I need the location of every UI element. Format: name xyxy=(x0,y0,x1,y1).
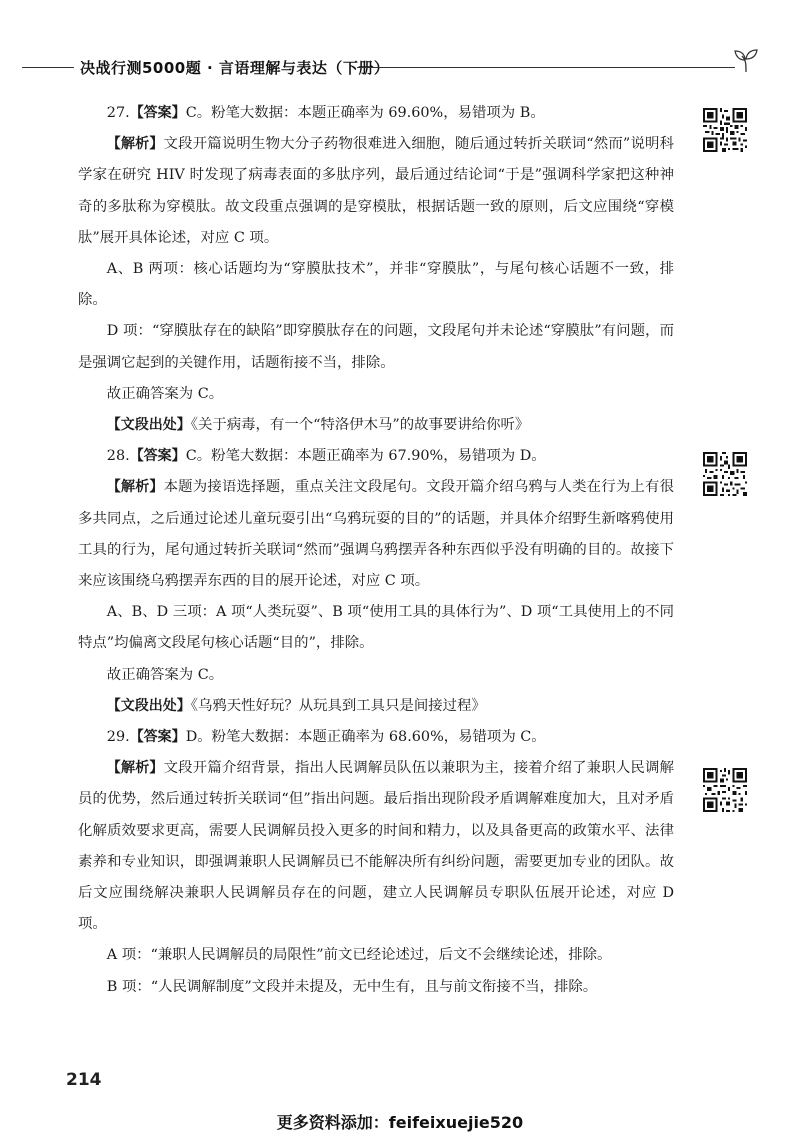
option-note: A、B、D 三项：A 项“人类玩耍”、B 项“使用工具的具体行为”、D 项“工具使用上的不同特点”均偏离文段尾句核心话题“目的”，排除。 xyxy=(78,604,674,652)
analysis-paragraph-27 xyxy=(78,129,674,254)
analysis-paragraph-28 xyxy=(78,472,674,597)
answer-text: D。粉笔大数据：本题正确率为 68.60%，易错项为 C。 xyxy=(185,729,546,746)
sprout-icon xyxy=(732,46,760,74)
page-number: 214 xyxy=(66,1070,102,1090)
source-text: 《关于病毒，有一个“特洛伊木马”的故事要讲给你听》 xyxy=(190,417,530,434)
qr-code-icon xyxy=(703,108,747,152)
header-rule-left xyxy=(22,67,74,68)
analysis-text: 文段开篇说明生物大分子药物很难进入细胞，随后通过转折关联词“然而”说明科学家在研究 HIV 时发现了病毒表面的多肽序列，最后通过结论词“于是”强调科学家把这种神奇的多肽称为穿模肽。故文段重点强调的是穿模肽，根据话题一致的原则，后文应围绕“穿模肽”展开具体论述，对应 C 项。 xyxy=(78,136,675,246)
running-header xyxy=(0,52,800,92)
source-line-28 xyxy=(78,691,674,722)
source-text: 《乌鸦天性好玩？从玩具到工具只是间接过程》 xyxy=(190,697,486,714)
answer-line-28 xyxy=(78,441,674,472)
source-tag: 【文段出处】 xyxy=(106,697,191,714)
option-note: 故正确答案为 C。 xyxy=(106,666,224,683)
analysis-tag: 【解析】 xyxy=(106,760,164,777)
qr-code-icon xyxy=(703,452,747,496)
qr-code-icon xyxy=(703,768,747,812)
source-line-27 xyxy=(78,410,674,441)
footer-note: 更多资料添加：feifeixuejie520 xyxy=(276,1113,524,1132)
answer-line-29 xyxy=(78,722,674,753)
answer-line-27 xyxy=(78,98,674,129)
answer-tag: 【答案】 xyxy=(129,729,186,746)
option-note: 故正确答案为 C。 xyxy=(106,385,224,402)
analysis-paragraph-29 xyxy=(78,753,674,940)
header-rule-right xyxy=(357,67,735,68)
analysis-text: 文段开篇介绍背景，指出人民调解员队伍以兼职为主，接着介绍了兼职人民调解员的优势，然后通过转折关联词“但”指出问题。最后指出现阶段矛盾调解难度加大，且对矛盾化解质效要求更高，需要人民调解员投入更多的时间和精力，以及具备更高的政策水平、法律素养和专业知识，即强调兼职人民调解员已不能解决所有纠纷问题，需要更加专业的团队。故后文应围绕解决兼职人民调解员存在的问题，建立人民调解员专职队伍展开论述，对应 D 项。 xyxy=(78,760,674,933)
answer-explanations xyxy=(78,98,674,1003)
option-note: D 项：“穿膜肽存在的缺陷”即穿膜肽存在的问题，文段尾句并未论述“穿膜肽”有问题，而是强调它起到的关键作用，话题衔接不当，排除。 xyxy=(78,323,674,371)
book-title: 决战行测5000题 · 言语理解与表达（下册） xyxy=(80,59,390,77)
answer-text: C。粉笔大数据：本题正确率为 67.90%，易错项为 D。 xyxy=(185,448,546,465)
option-note: A、B 两项：核心话题均为“穿膜肽技术”，并非“穿膜肽”，与尾句核心话题不一致，排除。 xyxy=(78,261,674,309)
question-number: 27. xyxy=(106,105,130,121)
question-number: 28. xyxy=(106,448,130,465)
analysis-tag: 【解析】 xyxy=(106,136,164,153)
option-note: B 项：“人民调解制度”文段并未提及，无中生有，且与前文衔接不当，排除。 xyxy=(106,978,598,995)
question-number: 29. xyxy=(106,729,130,746)
source-tag: 【文段出处】 xyxy=(106,417,191,434)
analysis-tag: 【解析】 xyxy=(106,479,164,496)
option-note: A 项：“兼职人民调解员的局限性”前文已经论述过，后文不会继续论述，排除。 xyxy=(106,947,612,964)
answer-tag: 【答案】 xyxy=(129,448,186,465)
analysis-text: 本题为接语选择题，重点关注文段尾句。文段开篇介绍乌鸦与人类在行为上有很多共同点，之后通过论述儿童玩耍引出“乌鸦玩耍的目的”的话题，并具体介绍野生新喀鸦使用工具的行为，尾句通过转折关联词“然而”强调乌鸦摆弄各种东西似乎没有明确的目的。故接下来应该围绕乌鸦摆弄东西的目的展开论述，对应 C 项。 xyxy=(78,479,674,590)
answer-text: C。粉笔大数据：本题正确率为 69.60%，易错项为 B。 xyxy=(185,105,545,121)
answer-tag: 【答案】 xyxy=(129,105,186,121)
